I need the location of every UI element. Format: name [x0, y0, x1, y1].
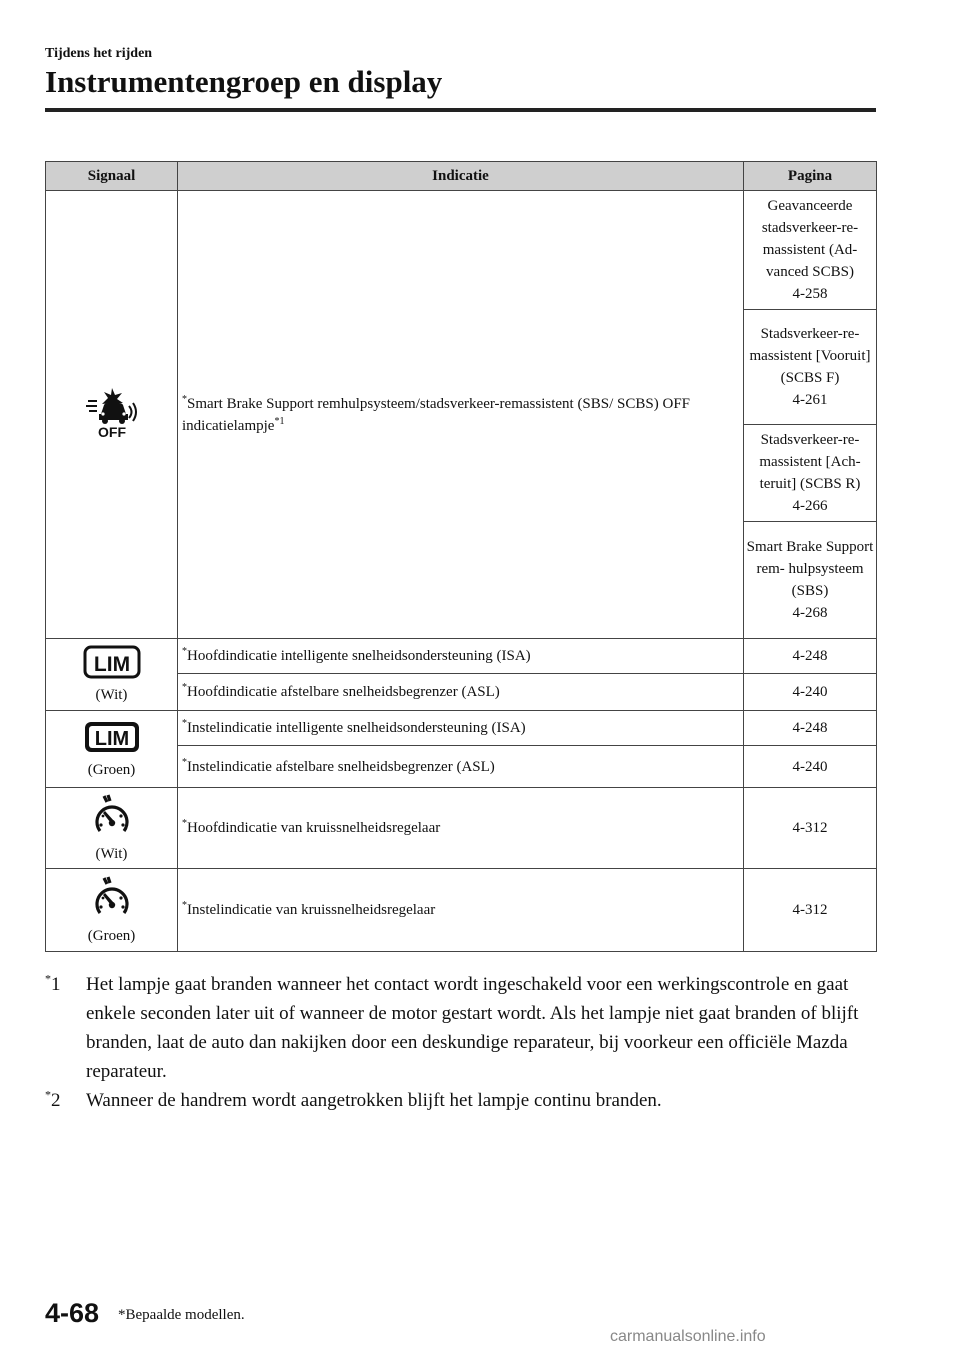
table-row: [46, 711, 877, 746]
page-number: 4-68: [45, 1298, 100, 1328]
footnote-text: Het lampje gaat branden wanneer het contact wordt ingeschakeld voor een werkingscontrole en gaat enkele seconden later uit of wanneer de motor gestart wordt. Als het lampje niet gaat branden of blijft branden, laat de auto dan nakijken door een deskundige reparateur, bij voorkeur een officiële Mazda reparateur.: [86, 974, 859, 1082]
watermark: carmanualsonline.info: [610, 1328, 766, 1345]
page-ref-name: Smart Brake Support rem- hulpsysteem (SBS): [746, 539, 874, 599]
asterisk-mark: *: [182, 818, 187, 829]
icon-caption: (Groen): [87, 761, 136, 778]
indication-text: Hoofdindicatie intelligente snelheidsondersteuning (ISA): [187, 648, 531, 664]
indication-cell: [178, 788, 744, 869]
indicator-table: [45, 161, 877, 952]
page-cell: 4-240: [744, 746, 877, 788]
header-indication: Indicatie: [178, 162, 744, 191]
svg-text:OFF: OFF: [97, 424, 126, 438]
cruise-control-icon: [92, 794, 132, 838]
page-cell: 4-240: [744, 674, 877, 711]
cruise-control-icon: [92, 876, 132, 920]
footnote-mark: [45, 1086, 61, 1115]
lim-white-signal-cell: [46, 639, 178, 711]
indication-text: Hoofdindicatie van kruissnelheidsregelaar: [187, 820, 441, 836]
sbs-page-cell-2: [744, 310, 877, 425]
table-header-row: [46, 162, 877, 191]
asterisk-mark: *: [182, 393, 187, 405]
asterisk-mark: *: [274, 415, 280, 427]
table-row: [46, 191, 877, 310]
page-ref-name: Geavanceerde stadsverkeer-re- massistent (Ad- vanced SCBS): [761, 198, 859, 280]
table-row: [46, 639, 877, 674]
sbs-signal-cell: [46, 191, 178, 639]
cruise-white-signal-cell: [46, 788, 178, 869]
indication-text: Instelindicatie van kruissnelheidsregelaar: [187, 902, 436, 918]
sbs-page-cell-4: [744, 522, 877, 639]
icon-caption: (Groen): [87, 927, 136, 944]
page-ref-number: 4-261: [792, 392, 828, 408]
icon-caption: (Wit): [95, 687, 128, 703]
sbs-footnote-ref: 1: [279, 415, 285, 427]
footnote-number: 2: [51, 1090, 61, 1111]
models-note: *Bepaalde modellen.: [118, 1307, 245, 1323]
title-rule: [45, 108, 876, 112]
asterisk-mark: *: [182, 756, 187, 768]
page-title: Instrumentengroep en display: [45, 64, 443, 99]
page-cell: 4-248: [744, 639, 877, 674]
page-cell: 4-312: [744, 869, 877, 952]
footnote-1: [45, 970, 875, 1086]
page-ref-number: 4-258: [792, 286, 828, 302]
page-ref-number: 4-266: [792, 498, 828, 514]
indication-cell: [178, 639, 744, 674]
sbs-page-cell-3: [744, 425, 877, 522]
footnotes: [45, 970, 875, 1115]
footnote-mark: [45, 970, 61, 999]
asterisk-mark: *: [45, 1087, 51, 1102]
asterisk-mark: *: [182, 718, 187, 729]
page-ref-name: Stadsverkeer-re- massistent [Ach- teruit] (SCBS R): [759, 432, 861, 492]
indication-cell: [178, 711, 744, 746]
table-row: [46, 788, 877, 869]
lim-icon: [83, 720, 141, 754]
sbs-page-cell-1: [744, 191, 877, 310]
indication-text: Hoofdindicatie afstelbare snelheidsbegrenzer (ASL): [187, 684, 500, 700]
indication-cell: [178, 674, 744, 711]
lim-icon: [83, 645, 141, 679]
asterisk-mark: *: [45, 971, 51, 986]
header-page: Pagina: [744, 162, 877, 191]
footnote-2: [45, 1086, 875, 1115]
indication-text: Instelindicatie afstelbare snelheidsbegrenzer (ASL): [187, 758, 495, 775]
indication-text: Instelindicatie intelligente snelheidsondersteuning (ISA): [187, 720, 526, 736]
section-label: Tijdens het rijden: [45, 46, 153, 61]
footnote-number: 1: [51, 974, 61, 995]
sbs-indication-text: Smart Brake Support remhulpsysteem/stadsverkeer-remassistent (SBS/ SCBS) OFF indicatielampje: [182, 395, 690, 434]
icon-caption: (Wit): [95, 845, 128, 862]
svg-text:LIM: LIM: [94, 727, 129, 750]
page-ref-name: Stadsverkeer-re- massistent [Vooruit] (SCBS F): [749, 326, 871, 386]
page-cell: 4-248: [744, 711, 877, 746]
page-cell: 4-312: [744, 788, 877, 869]
indication-cell: [178, 869, 744, 952]
indication-cell: [178, 746, 744, 788]
table-row: [46, 869, 877, 952]
svg-text:LIM: LIM: [93, 653, 130, 676]
asterisk-mark: *: [182, 900, 187, 911]
header-signal: Signaal: [46, 162, 178, 191]
footnote-text: Wanneer de handrem wordt aangetrokken blijft het lampje continu branden.: [86, 1090, 662, 1111]
asterisk-mark: *: [182, 682, 187, 693]
asterisk-mark: *: [182, 646, 187, 657]
page-ref-number: 4-268: [792, 605, 828, 621]
lim-green-signal-cell: [46, 711, 178, 788]
sbs-indication-cell: [178, 191, 744, 639]
sbs-off-warning-icon: [83, 386, 141, 438]
cruise-green-signal-cell: [46, 869, 178, 952]
